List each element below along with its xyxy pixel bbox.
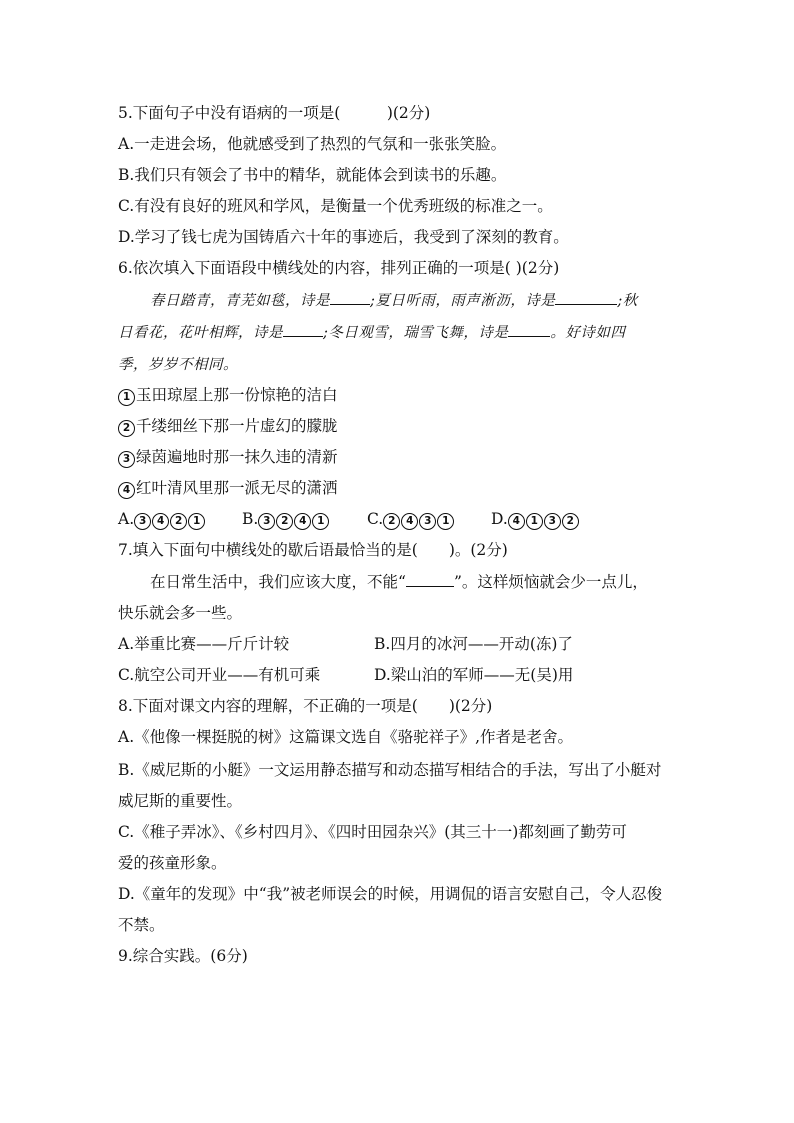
question-7-options-row-1: [118, 633, 573, 655]
circled-number: 4: [152, 513, 169, 530]
passage-text: ;冬日观雪，瑞雪飞舞，诗是: [323, 325, 509, 341]
question-8-option-d: D.《童年的发现》中“我”被老师误会的时候，用调侃的语言安慰自己，令人忍俊: [118, 885, 663, 903]
question-8-option-c-cont: 爱的孩童形象。: [118, 854, 227, 872]
item-text: 玉田琼屋上那一份惊艳的洁白: [136, 386, 338, 404]
fill-blank: [555, 290, 617, 305]
sentence-text: ”。这样烦恼就会少一点儿，: [453, 573, 648, 591]
question-6-choice-b: [242, 508, 367, 530]
question-6-choices: [118, 508, 580, 530]
circled-number: 3: [134, 513, 151, 530]
item-text: 红叶清风里那一派无尽的潇洒: [136, 479, 338, 497]
passage-text: 春日踏青，青芜如毯，诗是: [150, 293, 330, 309]
circled-number: 4: [508, 513, 525, 530]
choice-letter: C.: [367, 510, 384, 528]
circled-number: 3: [544, 513, 561, 530]
circled-number: 4: [401, 513, 418, 530]
question-6-choice-a: [118, 508, 242, 530]
fill-blank: [406, 572, 454, 587]
circled-number: 1: [437, 513, 454, 530]
circled-number: 2: [383, 513, 400, 530]
circled-number: 2: [562, 513, 579, 530]
question-6-item-4: [118, 477, 338, 499]
circled-number: 3: [258, 513, 275, 530]
question-6-item-2: [118, 415, 338, 437]
question-8-option-a: A.《他像一棵挺脱的树》这篇课文选自《骆驼祥子》,作者是老舍。: [118, 728, 574, 746]
question-8-option-d-cont: 不禁。: [118, 916, 165, 934]
question-5-option-c: C.有没有良好的班风和学风，是衡量一个优秀班级的标准之一。: [118, 197, 553, 215]
question-6-passage-line-1: [150, 290, 638, 312]
question-7-option-d: D.梁山泊的军师——无(吴)用: [374, 666, 574, 684]
item-text: 绿茵遍地时那一抹久违的清新: [136, 448, 338, 466]
passage-text: 。好诗如四: [550, 325, 626, 341]
fill-blank: [508, 322, 550, 337]
choice-letter: B.: [242, 510, 259, 528]
choice-letter: A.: [118, 510, 135, 528]
circled-number: 3: [118, 451, 135, 468]
question-5-stem: 5.下面句子中没有语病的一项是( )(2分): [118, 104, 431, 122]
choice-letter: D.: [491, 510, 508, 528]
question-9-stem: 9.综合实践。(6分): [118, 947, 248, 965]
circled-number: 2: [118, 420, 135, 437]
question-5-option-a: A.一走进会场，他就感受到了热烈的气氛和一张张笑脸。: [118, 135, 507, 153]
circled-number: 1: [526, 513, 543, 530]
circled-number: 4: [294, 513, 311, 530]
circled-number: 3: [419, 513, 436, 530]
fill-blank: [330, 290, 370, 305]
fill-blank: [283, 322, 323, 337]
sentence-text: 在日常生活中，我们应该大度，不能“: [150, 573, 406, 591]
item-text: 千缕细丝下那一片虚幻的朦胧: [136, 417, 338, 435]
question-7-sentence-line-1: [150, 571, 648, 593]
question-7-options-row-2: [118, 664, 573, 686]
circled-number: 4: [118, 482, 135, 499]
question-6-item-3: [118, 446, 338, 468]
question-7-option-c: C.航空公司开业——有机可乘: [118, 666, 321, 684]
question-5-option-b: B.我们只有领会了书中的精华，就能体会到读书的乐趣。: [118, 166, 507, 184]
question-7-sentence-line-2: 快乐就会多一些。: [118, 604, 243, 622]
question-8-option-b-cont: 威尼斯的重要性。: [118, 792, 243, 810]
question-7-option-a: A.举重比赛——斤斤计较: [118, 635, 290, 653]
question-8-option-c: C.《稚子弄冰》、《乡村四月》、《四时田园杂兴》(其三十一)都刻画了勤劳可: [118, 823, 627, 841]
circled-number: 2: [170, 513, 187, 530]
circled-number: 2: [276, 513, 293, 530]
question-7-option-b: B.四月的冰河——开动(冻)了: [374, 635, 573, 653]
passage-text: ;秋: [617, 293, 638, 309]
question-6-passage-line-3: 季，岁岁不相同。: [118, 357, 238, 373]
passage-text: ;夏日听雨，雨声淅沥，诗是: [370, 293, 556, 309]
circled-number: 1: [118, 389, 135, 406]
question-6-item-1: [118, 384, 338, 406]
passage-text: 日看花，花叶相辉，诗是: [118, 325, 283, 341]
question-8-stem: 8.下面对课文内容的理解，不正确的一项是( )(2分): [118, 697, 493, 715]
question-5-option-d: D.学习了钱七虎为国铸盾六十年的事迹后，我受到了深刻的教育。: [118, 228, 569, 246]
question-8-option-b: B.《威尼斯的小艇》一文运用静态描写和动态描写相结合的手法，写出了小艇对: [118, 761, 662, 779]
question-6-passage-line-2: [118, 322, 625, 344]
question-6-stem: 6.依次填入下面语段中横线处的内容，排列正确的一项是( )(2分): [118, 259, 560, 277]
question-6-choice-d: [491, 508, 580, 530]
question-7-stem: 7.填入下面句中横线处的歇后语最恰当的是( )。(2分): [118, 541, 508, 559]
circled-number: 1: [312, 513, 329, 530]
question-6-choice-c: [367, 508, 491, 530]
circled-number: 1: [188, 513, 205, 530]
